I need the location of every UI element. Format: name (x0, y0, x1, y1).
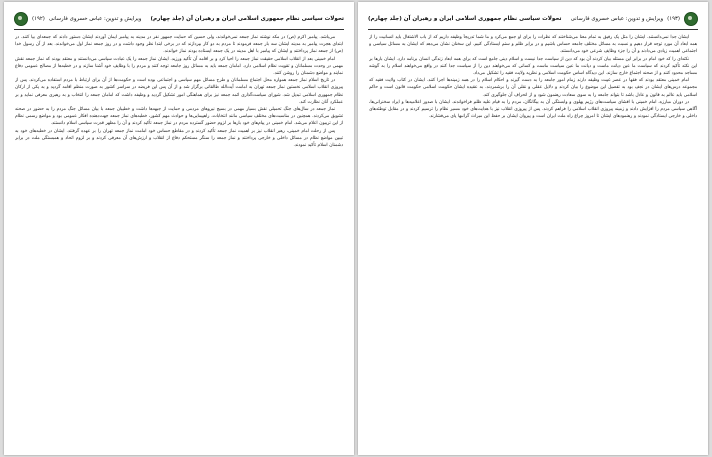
page-left (4, 2, 354, 455)
paragraph: در دوران مبارزه، امام خمینی با افشای سیاست‌های رژیم پهلوی و وابستگی آن به بیگانگان، مردم را به قیام علیه ظلم فراخواندند. ایشان با صدور اعلامیه‌ها و ایراد سخنرانی‌ها، آگاهی سیاسی مردم را افزایش دادند و زمینه پیروزی انقلاب اسلامی را فراهم کردند. پس از پیروزی انقلاب نیز با هدایت‌های خود مسیر نظام را ترسیم کردند و در مقابل توطئه‌های داخلی و خارجی ایستادگی نمودند و رهنمودهای ایشان تا امروز چراغ راه ملت ایران است و پیروان ایشان بر حفظ این میراث گرانبها پای می‌فشارند. (369, 99, 697, 120)
emblem-icon (14, 12, 28, 26)
running-title: تحولات سیاسی نظام جمهوری اسلامی ایران و رهبران آن (جلد چهارم) (368, 16, 562, 22)
page-header (368, 11, 698, 27)
header-author-group (571, 12, 698, 26)
author-line: ویرایش و تدوین: عباس خسروی فارسانی (48, 16, 142, 22)
emblem-icon (684, 12, 698, 26)
page-number: (۱۹۲) (32, 16, 45, 22)
page-header (14, 11, 344, 27)
running-title: تحولات سیاسی نظام جمهوری اسلامی ایران و رهبران آن (جلد چهارم) (150, 16, 344, 22)
paragraph: می‌باشد. پیامبر اکرم (ص) در مکه نوشته نماز جمعه نمی‌خواندند، ولی حسین که حمایت جمهور نفر در مدینه به پیامبر ایمان آوردند ایشان دستور دادند که جمعه‌ای بپا کنند. در ابتدای هجرت پیامبر به مدینه ایشان سه بار جمعه فرمودند تا مردم به دو کار بپردازند که در برخی ابتدا نظر وجود داشت و در روز جمعه نماز اول می‌خواندند. بعد از آن رسول خدا (ص) از جمعه نماز پرداختند و ایشان که پیامبر با اهل مدینه در یک جمعه ایستاده بودند نماز خواندند. (15, 35, 343, 55)
paragraph: در تاریخ اسلام نماز جمعه همواره محل اجتماع مسلمانان و طرح مسائل مهم سیاسی و اجتماعی بوده است و حکومت‌ها از آن برای ارتباط با مردم استفاده می‌کردند. پس از پیروزی انقلاب اسلامی نخستین نماز جمعه تهران به امامت آیت‌الله طالقانی برگزار شد و از آن پس این فریضه در سراسر کشور به صورت منظم اقامه گردید و به یکی از ارکان نظام جمهوری اسلامی تبدیل شد. شورای سیاست‌گذاری ائمه جمعه نیز برای هماهنگی امور تشکیل گردید و وظیفه داشت که امامان جمعه را انتخاب و به رهبری معرفی نماید و بر عملکرد آنان نظارت کند. (15, 78, 343, 105)
paragraph: پس از رحلت امام خمینی، رهبر انقلاب نیز بر اهمیت نماز جمعه تأکید کردند و در مقاطع حساس خود امامت نماز جمعه تهران را بر عهده گرفتند. ایشان در خطبه‌های خود به تبیین مواضع نظام در مسائل داخلی و خارجی پرداختند و نماز جمعه را سنگر مستحکم دفاع از انقلاب و ارزش‌های آن معرفی کردند و بر لزوم اتحاد و همبستگی ملت در برابر دشمنان اسلام تأکید نمودند. (15, 128, 343, 149)
paragraph: امام خمینی بعد از انقلاب اسلامی حقیقت نماز جمعه را احیا کرد و بر اقامه آن تأکید ورزید. ایشان نماز جمعه را یک عبادت سیاسی می‌دانستند و معتقد بودند که نماز جمعه نقش مهمی در وحدت مسلمانان و تقویت نظام اسلامی دارد. امامان جمعه باید به مسائل روز جامعه توجه کنند و مردم را با وظایف خود آشنا سازند و در خطبه‌ها از مصالح عمومی دفاع نمایند و مواضع دشمنان را روشن کنند. (15, 56, 343, 77)
page-number: (۱۹۳) (667, 16, 680, 22)
paragraph: نماز جمعه در سال‌های جنگ تحمیلی نقش بسیار مهمی در بسیج نیروهای مردمی و حمایت از جبهه‌ها داشت و خطیبان جمعه با بیان مسائل جنگ مردم را به حضور در صحنه تشویق می‌کردند. همچنین در مناسبت‌های مختلف سیاسی مانند انتخابات، راهپیمایی‌ها و حوادث مهم کشور، خطبه‌های نماز جمعه جهت‌دهنده افکار عمومی بود و مواضع رسمی نظام از این تریبون اعلام می‌شد. امام خمینی در پیام‌های خود بارها بر لزوم حضور گسترده مردم در نماز جمعه تأکید کردند و آن را مظهر قدرت سیاسی اسلام دانستند. (15, 107, 343, 127)
header-author-group (14, 12, 141, 26)
header-rule (368, 29, 698, 30)
page-body (369, 34, 697, 447)
paragraph: نکته‌ای را که خود امام در برابر این مسئله بیان کردند آن بود که دین از سیاست جدا نیست و اسلام دینی جامع است که برای همه ابعاد زندگی انسان برنامه دارد. ایشان بارها بر این نکته تأکید کردند که سیاست ما عین دیانت ماست و دیانت ما عین سیاست ماست و کسانی که می‌خواهند دین را از سیاست جدا کنند در واقع می‌خواهند اسلام را به گوشه مساجد محدود کنند و از صحنه اجتماع خارج سازند. این دیدگاه اساس حکومت اسلامی و نظریه ولایت فقیه را تشکیل می‌داد. (369, 56, 697, 77)
paragraph: ایشان جدا نمی‌دانستند. ایشان را مثل یک رفیق به تمام معنا می‌شناختند که نظرات را برای او جمع می‌کرد و ما شما تدریجاً وظیفه داریم که از باب الاشتغال باید انسانیت را از همه ابعاد آن مورد توجه قرار دهیم و نسبت به مسائل مختلف جامعه حساس باشیم و در برابر ظلم و ستم ایستادگی کنیم. این سخنان نشان می‌دهد که ایشان به مسائل سیاسی و اجتماعی اهمیت زیادی می‌دادند و آن را جزء وظایف شرعی خود می‌دانستند. (369, 35, 697, 55)
page-right (358, 2, 708, 455)
author-line: ویرایش و تدوین: عباس خسروی فارسانی (570, 16, 664, 22)
page-body (15, 34, 343, 447)
header-rule (14, 29, 344, 30)
paragraph: امام خمینی معتقد بودند که فقها در عصر غیبت وظیفه دارند زمام امور جامعه را به دست گیرند و احکام اسلام را در همه زمینه‌ها اجرا کنند. ایشان در کتاب ولایت فقیه که مجموعه درس‌های ایشان در نجف بود به تفصیل این موضوع را بیان کردند و دلایل عقلی و نقلی آن را برشمردند. به عقیده ایشان حکومت اسلامی حکومت قانون است و حاکم اسلامی باید عالم به قانون و عادل باشد تا بتواند جامعه را به سوی سعادت رهنمون شود و از انحراف آن جلوگیری کند. (369, 78, 697, 98)
